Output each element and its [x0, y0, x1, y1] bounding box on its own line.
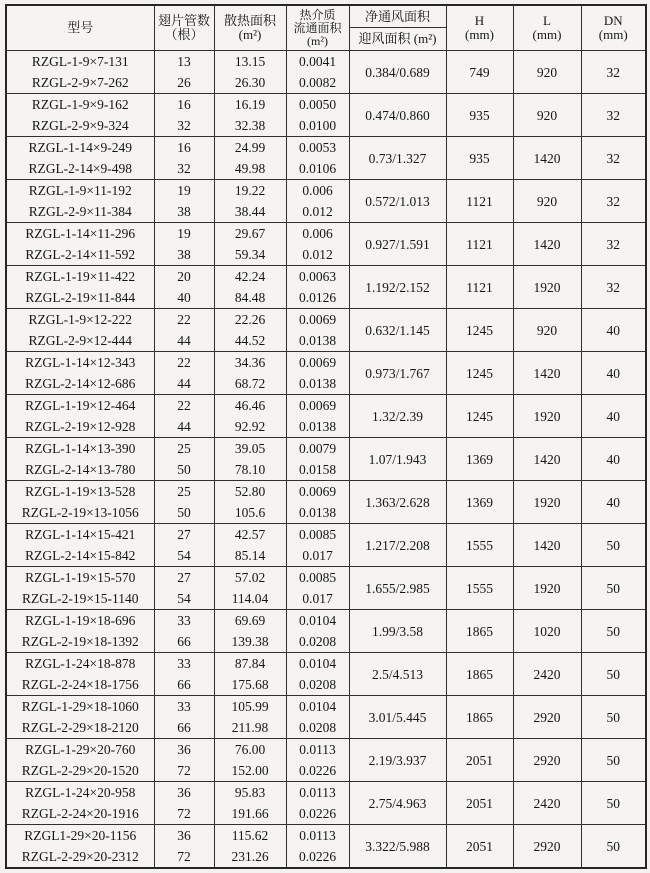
heat-area-cell: 16.19: [214, 94, 286, 116]
dn-cell: 50: [581, 739, 646, 782]
tube-count-cell: 50: [154, 502, 214, 524]
table-row: [6, 223, 646, 245]
heat-area-cell: 84.48: [214, 287, 286, 309]
model-cell: RZGL-2-29×18-2120: [21, 720, 139, 735]
col-header-tube-count: 翅片管数 （根）: [154, 5, 214, 51]
model-cell: RZGL-1-9×9-162: [6, 94, 154, 116]
model-cell: RZGL-1-24×20-958: [6, 782, 154, 804]
tube-count-cell: 72: [154, 846, 214, 868]
tube-count-cell: 32: [154, 158, 214, 180]
model-cell: RZGL-1-9×12-222: [6, 309, 154, 331]
heat-area-cell: 26.30: [214, 72, 286, 94]
tube-count-cell: 40: [154, 287, 214, 309]
tube-count-cell: 16: [154, 94, 214, 116]
model-cell: RZGL-1-14×11-296: [6, 223, 154, 245]
tube-count-cell: 44: [154, 330, 214, 352]
flow-area-cell: 0.0138: [286, 416, 349, 438]
table-row: [6, 610, 646, 632]
dn-cell: 50: [581, 653, 646, 696]
length-cell: 1420: [513, 223, 581, 266]
heat-area-cell: 57.02: [214, 567, 286, 589]
heat-area-cell: 42.57: [214, 524, 286, 546]
table-row: [6, 137, 646, 159]
model-cell: RZGL-2-9×7-262: [31, 75, 129, 90]
model-cell: RZGL-1-24×18-878: [6, 653, 154, 675]
tube-count-cell: 13: [154, 51, 214, 73]
tube-count-cell: 66: [154, 631, 214, 653]
flow-area-cell: 0.0085: [286, 567, 349, 589]
heat-area-cell: 38.44: [214, 201, 286, 223]
flow-area-cell: 0.0226: [286, 846, 349, 868]
table-row: [6, 51, 646, 73]
dn-cell: 50: [581, 782, 646, 825]
height-cell: 1121: [446, 266, 513, 309]
heat-area-cell: 105.6: [214, 502, 286, 524]
tube-count-cell: 20: [154, 266, 214, 288]
height-cell: 935: [446, 94, 513, 137]
model-cell: RZGL-1-9×7-131: [6, 51, 154, 73]
flow-area-cell: 0.012: [286, 201, 349, 223]
model-cell: RZGL-2-14×9-498: [28, 161, 133, 176]
wind-area-cell: 1.99/3.58: [349, 610, 446, 653]
length-cell: 920: [513, 309, 581, 352]
flow-area-cell: 0.0053: [286, 137, 349, 159]
wind-area-cell: 0.927/1.591: [349, 223, 446, 266]
table-row: [6, 309, 646, 331]
length-cell: 1420: [513, 137, 581, 180]
model-cell: RZGL-1-19×15-570: [6, 567, 154, 589]
wind-area-cell: 1.32/2.39: [349, 395, 446, 438]
flow-area-cell: 0.0158: [286, 459, 349, 481]
table-row: [6, 739, 646, 761]
height-cell: 1555: [446, 567, 513, 610]
heat-area-cell: 78.10: [214, 459, 286, 481]
tube-count-cell: 72: [154, 803, 214, 825]
heat-area-cell: 19.22: [214, 180, 286, 202]
flow-area-cell: 0.0113: [286, 782, 349, 804]
height-cell: 1369: [446, 438, 513, 481]
height-cell: 1245: [446, 352, 513, 395]
tube-count-cell: 36: [154, 739, 214, 761]
wind-area-cell: 1.363/2.628: [349, 481, 446, 524]
model-cell: RZGL-2-9×11-384: [28, 204, 132, 219]
tube-count-cell: 38: [154, 201, 214, 223]
model-cell: RZGL-1-9×11-192: [6, 180, 154, 202]
flow-area-cell: 0.0100: [286, 115, 349, 137]
length-cell: 1920: [513, 481, 581, 524]
model-cell: RZGL-2-9×12-444: [28, 333, 133, 348]
wind-area-cell: 1.07/1.943: [349, 438, 446, 481]
col-header-heat-area: 散热面积 (m²): [214, 5, 286, 51]
dn-cell: 40: [581, 352, 646, 395]
col-header-flow-area: 热介质 流通面积 (m²): [286, 5, 349, 51]
wind-area-cell: 0.474/0.860: [349, 94, 446, 137]
tube-count-cell: 27: [154, 524, 214, 546]
heat-area-cell: 115.62: [214, 825, 286, 847]
dn-cell: 50: [581, 524, 646, 567]
flow-area-cell: 0.0104: [286, 610, 349, 632]
heat-area-cell: 24.99: [214, 137, 286, 159]
heat-area-cell: 39.05: [214, 438, 286, 460]
length-cell: 2420: [513, 653, 581, 696]
model-cell: RZGL-2-9×9-324: [31, 118, 129, 133]
flow-area-cell: 0.006: [286, 223, 349, 245]
dn-cell: 32: [581, 94, 646, 137]
length-cell: 2920: [513, 696, 581, 739]
heat-area-cell: 46.46: [214, 395, 286, 417]
tube-count-cell: 25: [154, 438, 214, 460]
length-cell: 1920: [513, 567, 581, 610]
heat-area-cell: 22.26: [214, 309, 286, 331]
height-cell: 1555: [446, 524, 513, 567]
spec-table: [5, 4, 647, 869]
col-header-net-ventilation: 净通风面积: [350, 6, 446, 28]
tube-count-cell: 26: [154, 72, 214, 94]
dn-cell: 32: [581, 223, 646, 266]
tube-count-cell: 50: [154, 459, 214, 481]
tube-count-cell: 66: [154, 717, 214, 739]
wind-area-cell: 0.632/1.145: [349, 309, 446, 352]
model-cell: RZGL-2-29×20-1520: [21, 763, 139, 778]
heat-area-cell: 49.98: [214, 158, 286, 180]
table-row: [6, 266, 646, 288]
height-cell: 1865: [446, 610, 513, 653]
model-cell: RZGL-2-19×13-1056: [21, 505, 139, 520]
model-cell: RZGL-2-14×13-780: [25, 462, 136, 477]
dn-cell: 50: [581, 825, 646, 869]
height-cell: 1865: [446, 653, 513, 696]
tube-count-cell: 32: [154, 115, 214, 137]
heat-area-cell: 34.36: [214, 352, 286, 374]
heat-area-cell: 59.34: [214, 244, 286, 266]
length-cell: 2920: [513, 825, 581, 869]
wind-area-cell: 1.655/2.985: [349, 567, 446, 610]
model-cell: RZGL-1-19×18-696: [6, 610, 154, 632]
height-cell: 2051: [446, 739, 513, 782]
height-cell: 1121: [446, 180, 513, 223]
height-cell: 2051: [446, 825, 513, 869]
flow-area-cell: 0.0138: [286, 330, 349, 352]
flow-area-cell: 0.0050: [286, 94, 349, 116]
flow-area-cell: 0.0208: [286, 717, 349, 739]
tube-count-cell: 44: [154, 373, 214, 395]
flow-area-cell: 0.0079: [286, 438, 349, 460]
tube-count-cell: 36: [154, 782, 214, 804]
table-row: [6, 438, 646, 460]
model-cell: RZGL-2-14×15-842: [25, 548, 136, 563]
col-header-length: L (mm): [513, 5, 581, 51]
length-cell: 1920: [513, 395, 581, 438]
table-row: [6, 696, 646, 718]
heat-area-cell: 152.00: [214, 760, 286, 782]
heat-area-cell: 52.80: [214, 481, 286, 503]
heat-area-cell: 175.68: [214, 674, 286, 696]
flow-area-cell: 0.0104: [286, 653, 349, 675]
height-cell: 1865: [446, 696, 513, 739]
table-row: [6, 94, 646, 116]
wind-area-cell: 3.322/5.988: [349, 825, 446, 869]
heat-area-cell: 69.69: [214, 610, 286, 632]
heat-area-cell: 95.83: [214, 782, 286, 804]
heat-area-cell: 231.26: [214, 846, 286, 868]
heat-area-cell: 44.52: [214, 330, 286, 352]
heat-area-cell: 32.38: [214, 115, 286, 137]
height-cell: 1369: [446, 481, 513, 524]
model-cell: RZGL-1-14×13-390: [6, 438, 154, 460]
wind-area-cell: 2.19/3.937: [349, 739, 446, 782]
wind-area-cell: 0.973/1.767: [349, 352, 446, 395]
table-row: [6, 352, 646, 374]
table-row: [6, 395, 646, 417]
table-body: [6, 51, 646, 869]
heat-area-cell: 13.15: [214, 51, 286, 73]
heat-area-cell: 92.92: [214, 416, 286, 438]
wind-area-cell: 0.73/1.327: [349, 137, 446, 180]
dn-cell: 50: [581, 696, 646, 739]
flow-area-cell: 0.017: [286, 588, 349, 610]
length-cell: 1420: [513, 438, 581, 481]
height-cell: 1245: [446, 309, 513, 352]
model-cell: RZGL-2-14×11-592: [25, 247, 136, 262]
tube-count-cell: 22: [154, 309, 214, 331]
model-cell: RZGL-2-19×12-928: [25, 419, 136, 434]
dn-cell: 40: [581, 438, 646, 481]
wind-area-cell: 2.5/4.513: [349, 653, 446, 696]
flow-area-cell: 0.0208: [286, 631, 349, 653]
header-row: [6, 5, 646, 51]
table-row: [6, 653, 646, 675]
heat-area-cell: 105.99: [214, 696, 286, 718]
flow-area-cell: 0.0113: [286, 825, 349, 847]
wind-area-cell: 1.217/2.208: [349, 524, 446, 567]
flow-area-cell: 0.006: [286, 180, 349, 202]
model-cell: RZGL-1-19×11-422: [6, 266, 154, 288]
model-cell: RZGL-1-29×18-1060: [6, 696, 154, 718]
flow-area-cell: 0.012: [286, 244, 349, 266]
height-cell: 1121: [446, 223, 513, 266]
flow-area-cell: 0.017: [286, 545, 349, 567]
wind-area-cell: 1.192/2.152: [349, 266, 446, 309]
col-header-windward-area: 迎风面积 (m²): [358, 31, 437, 46]
heat-area-cell: 29.67: [214, 223, 286, 245]
table-row: [6, 180, 646, 202]
col-header-wind-area: [349, 5, 446, 51]
col-header-model-label: 型号: [67, 20, 94, 35]
table-row: [6, 524, 646, 546]
dn-cell: 40: [581, 309, 646, 352]
tube-count-cell: 38: [154, 244, 214, 266]
length-cell: 1920: [513, 266, 581, 309]
wind-area-cell: 0.572/1.013: [349, 180, 446, 223]
dn-cell: 32: [581, 266, 646, 309]
tube-count-cell: 54: [154, 545, 214, 567]
length-cell: 1020: [513, 610, 581, 653]
tube-count-cell: 72: [154, 760, 214, 782]
tube-count-cell: 22: [154, 395, 214, 417]
flow-area-cell: 0.0069: [286, 481, 349, 503]
tube-count-cell: 27: [154, 567, 214, 589]
tube-count-cell: 33: [154, 610, 214, 632]
heat-area-cell: 85.14: [214, 545, 286, 567]
flow-area-cell: 0.0138: [286, 373, 349, 395]
length-cell: 920: [513, 180, 581, 223]
tube-count-cell: 19: [154, 223, 214, 245]
tube-count-cell: 33: [154, 653, 214, 675]
flow-area-cell: 0.0082: [286, 72, 349, 94]
length-cell: 1420: [513, 352, 581, 395]
model-cell: RZGL-1-19×13-528: [6, 481, 154, 503]
height-cell: 749: [446, 51, 513, 94]
model-cell: RZGL1-29×20-1156: [6, 825, 154, 847]
flow-area-cell: 0.0113: [286, 739, 349, 761]
heat-area-cell: 76.00: [214, 739, 286, 761]
dn-cell: 40: [581, 395, 646, 438]
flow-area-cell: 0.0069: [286, 395, 349, 417]
flow-area-cell: 0.0138: [286, 502, 349, 524]
length-cell: 2420: [513, 782, 581, 825]
col-header-dn: DN (mm): [581, 5, 646, 51]
tube-count-cell: 33: [154, 696, 214, 718]
tube-count-cell: 22: [154, 352, 214, 374]
heat-area-cell: 211.98: [214, 717, 286, 739]
heat-area-cell: 87.84: [214, 653, 286, 675]
height-cell: 2051: [446, 782, 513, 825]
tube-count-cell: 25: [154, 481, 214, 503]
length-cell: 2920: [513, 739, 581, 782]
tube-count-cell: 19: [154, 180, 214, 202]
model-cell: RZGL-1-19×12-464: [6, 395, 154, 417]
model-cell: RZGL-2-24×20-1916: [21, 806, 139, 821]
dn-cell: 32: [581, 180, 646, 223]
wind-area-cell: 2.75/4.963: [349, 782, 446, 825]
heat-area-cell: 114.04: [214, 588, 286, 610]
length-cell: 920: [513, 51, 581, 94]
flow-area-cell: 0.0069: [286, 309, 349, 331]
col-header-model: [6, 5, 154, 51]
height-cell: 935: [446, 137, 513, 180]
height-cell: 1245: [446, 395, 513, 438]
table-row: [6, 825, 646, 847]
flow-area-cell: 0.0126: [286, 287, 349, 309]
flow-area-cell: 0.0208: [286, 674, 349, 696]
flow-area-cell: 0.0069: [286, 352, 349, 374]
model-cell: RZGL-2-29×20-2312: [21, 849, 139, 864]
heat-area-cell: 42.24: [214, 266, 286, 288]
tube-count-cell: 44: [154, 416, 214, 438]
dn-cell: 32: [581, 137, 646, 180]
flow-area-cell: 0.0226: [286, 803, 349, 825]
dn-cell: 40: [581, 481, 646, 524]
table-row: [6, 782, 646, 804]
model-cell: RZGL-1-29×20-760: [6, 739, 154, 761]
heat-area-cell: 68.72: [214, 373, 286, 395]
tube-count-cell: 16: [154, 137, 214, 159]
length-cell: 920: [513, 94, 581, 137]
model-cell: RZGL-2-19×15-1140: [21, 591, 139, 606]
flow-area-cell: 0.0104: [286, 696, 349, 718]
model-cell: RZGL-2-19×18-1392: [21, 634, 139, 649]
flow-area-cell: 0.0106: [286, 158, 349, 180]
table-row: [6, 481, 646, 503]
model-cell: RZGL-2-19×11-844: [25, 290, 136, 305]
model-cell: RZGL-1-14×15-421: [6, 524, 154, 546]
dn-cell: 32: [581, 51, 646, 94]
dn-cell: 50: [581, 567, 646, 610]
heat-area-cell: 191.66: [214, 803, 286, 825]
model-cell: RZGL-2-24×18-1756: [21, 677, 139, 692]
model-cell: RZGL-1-14×12-343: [6, 352, 154, 374]
flow-area-cell: 0.0085: [286, 524, 349, 546]
dn-cell: 50: [581, 610, 646, 653]
tube-count-cell: 36: [154, 825, 214, 847]
length-cell: 1420: [513, 524, 581, 567]
flow-area-cell: 0.0041: [286, 51, 349, 73]
flow-area-cell: 0.0063: [286, 266, 349, 288]
table-row: [6, 567, 646, 589]
flow-area-cell: 0.0226: [286, 760, 349, 782]
wind-area-cell: 0.384/0.689: [349, 51, 446, 94]
heat-area-cell: 139.38: [214, 631, 286, 653]
tube-count-cell: 66: [154, 674, 214, 696]
col-header-height: H (mm): [446, 5, 513, 51]
model-cell: RZGL-2-14×12-686: [25, 376, 136, 391]
wind-area-cell: 3.01/5.445: [349, 696, 446, 739]
tube-count-cell: 54: [154, 588, 214, 610]
model-cell: RZGL-1-14×9-249: [6, 137, 154, 159]
